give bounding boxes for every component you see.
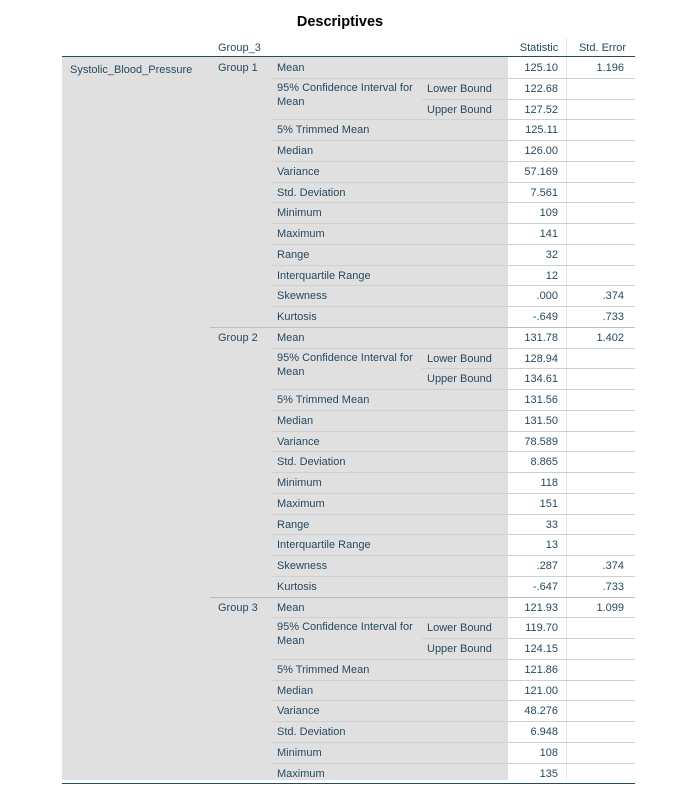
statistic-value: 125.11: [525, 124, 558, 137]
statistic-label: 5% Trimmed Mean: [277, 394, 370, 406]
std-error-value: 1.099: [596, 601, 624, 614]
header-statistic: Statistic: [519, 42, 559, 54]
row-divider: [272, 763, 635, 764]
row-divider: [272, 493, 635, 494]
std-error-value: 1.402: [596, 331, 624, 344]
group-label: Group 1: [218, 62, 258, 74]
row-divider: [272, 140, 635, 141]
statistic-value: 108: [539, 746, 558, 759]
statistic-value: 122.68: [524, 82, 558, 95]
statistic-value: 128.94: [524, 352, 558, 365]
ci-label-line2: Mean: [277, 95, 305, 108]
statistic-value: -.649: [532, 311, 558, 323]
statistic-label: Minimum: [277, 207, 322, 220]
statistic-value: .000: [536, 290, 558, 303]
statistic-label: Range: [277, 248, 310, 261]
statistic-value: 134.61: [524, 373, 558, 386]
row-divider: [272, 348, 635, 349]
ci-label-line2: Mean: [277, 635, 305, 648]
row-divider: [272, 742, 635, 743]
statistic-value: 48.276: [524, 705, 558, 718]
std-error-value: .374: [602, 290, 624, 303]
ci-label-line1: 95% Confidence Interval for: [277, 621, 413, 634]
statistic-value: 121.00: [524, 684, 558, 697]
row-divider: [272, 451, 635, 452]
statistic-label: Kurtosis: [277, 580, 317, 593]
row-divider: [272, 555, 635, 556]
table-bottom-rule: [62, 783, 635, 784]
statistic-label: Minimum: [277, 477, 322, 489]
statistic-label: 5% Trimmed Mean: [277, 663, 370, 676]
statistic-value: 131.50: [524, 414, 558, 427]
ci-upper-label: Upper Bound: [427, 373, 492, 386]
statistic-label: Maximum: [277, 228, 325, 240]
ci-label-line2: Mean: [277, 365, 305, 378]
statistic-value: .287: [536, 560, 558, 572]
row-divider: [272, 202, 635, 203]
row-divider: [272, 119, 635, 120]
row-divider: [272, 680, 635, 681]
row-divider: [272, 285, 635, 286]
statistic-value: 12: [545, 269, 558, 282]
statistic-value: -.647: [532, 580, 558, 593]
row-divider: [272, 659, 635, 660]
statistic-value: 127.52: [524, 103, 558, 116]
row-divider: [272, 721, 635, 722]
row-divider: [422, 368, 635, 369]
statistic-value: 124.15: [524, 643, 558, 655]
row-divider: [272, 244, 635, 245]
ci-label-line1: 95% Confidence Interval for: [277, 81, 413, 94]
row-divider: [272, 700, 635, 701]
header-std-error: Std. Error: [578, 42, 627, 54]
statistic-value: 151: [539, 497, 558, 510]
statistic-label: Variance: [277, 165, 320, 178]
statistic-label: Std. Deviation: [277, 456, 346, 469]
row-divider: [272, 576, 635, 577]
statistic-value: 125.10: [524, 62, 558, 74]
statistic-value: 57.169: [524, 165, 558, 178]
statistic-label: Kurtosis: [277, 311, 317, 323]
statistic-label: Mean: [277, 601, 305, 614]
row-divider: [422, 99, 635, 100]
statistic-value: 121.93: [524, 601, 558, 614]
header-rule: [62, 56, 635, 57]
row-divider: [272, 182, 635, 183]
statistic-label: Std. Deviation: [277, 726, 346, 738]
statistic-value: 121.86: [524, 663, 558, 676]
statistic-value: 109: [539, 207, 558, 220]
ci-upper-label: Upper Bound: [427, 103, 492, 116]
statistic-label: Range: [277, 518, 310, 531]
statistic-label: Maximum: [277, 767, 325, 780]
statistic-value: 119.70: [525, 622, 558, 635]
row-divider: [272, 306, 635, 307]
group-label: Group 2: [218, 331, 258, 344]
header-group-column: Group_3: [218, 42, 261, 54]
column-separator: [566, 38, 567, 780]
row-divider: [422, 638, 635, 639]
statistic-label: Skewness: [277, 560, 328, 572]
row-divider: [272, 389, 635, 390]
variable-label: Systolic_Blood_Pressure: [70, 64, 193, 76]
descriptives-table: [62, 38, 635, 780]
ci-lower-label: Lower Bound: [427, 82, 492, 95]
row-divider: [272, 472, 635, 473]
statistic-label: 5% Trimmed Mean: [277, 124, 370, 137]
group-label: Group 3: [218, 601, 258, 614]
std-error-value: 1.196: [596, 62, 624, 74]
statistic-label: Median: [277, 684, 314, 697]
statistic-label: Maximum: [277, 497, 325, 510]
std-error-value: .733: [602, 311, 624, 323]
statistic-value: 32: [545, 248, 558, 261]
std-error-value: .733: [602, 580, 624, 593]
statistic-value: 131.78: [524, 331, 558, 344]
ci-label-line1: 95% Confidence Interval for: [277, 351, 413, 364]
statistic-label: Minimum: [277, 746, 322, 759]
row-divider: [272, 410, 635, 411]
statistic-label: Interquartile Range: [277, 539, 371, 552]
ci-upper-label: Upper Bound: [427, 643, 492, 655]
statistic-value: 78.589: [524, 435, 558, 448]
statistic-value: 6.948: [530, 726, 558, 738]
statistic-value: 7.561: [530, 186, 558, 199]
std-error-value: .374: [602, 560, 624, 572]
statistic-label: Median: [277, 414, 314, 427]
ci-lower-label: Lower Bound: [427, 352, 492, 365]
statistic-label: Variance: [277, 435, 320, 448]
statistic-label: Variance: [277, 705, 320, 718]
statistic-value: 13: [545, 539, 558, 552]
statistic-label: Interquartile Range: [277, 269, 371, 282]
statistic-label: Mean: [277, 62, 305, 74]
row-divider: [272, 617, 635, 618]
row-divider: [272, 78, 635, 79]
statistic-label: Mean: [277, 331, 305, 344]
statistic-value: 33: [545, 518, 558, 531]
group-divider: [210, 327, 635, 328]
ci-lower-label: Lower Bound: [427, 622, 492, 635]
table-title: Descriptives: [296, 14, 384, 30]
row-divider: [272, 223, 635, 224]
group-divider: [210, 597, 635, 598]
statistic-value: 141: [539, 228, 558, 240]
statistic-label: Std. Deviation: [277, 186, 346, 199]
statistic-value: 135: [539, 767, 558, 780]
row-divider: [272, 161, 635, 162]
row-divider: [272, 431, 635, 432]
statistic-value: 8.865: [530, 456, 558, 469]
row-divider: [272, 514, 635, 515]
row-divider: [272, 534, 635, 535]
row-divider: [272, 265, 635, 266]
statistic-value: 126.00: [524, 145, 558, 157]
statistic-value: 131.56: [524, 394, 558, 406]
statistic-value: 118: [540, 477, 558, 489]
statistic-label: Skewness: [277, 290, 328, 303]
statistic-label: Median: [277, 145, 314, 157]
